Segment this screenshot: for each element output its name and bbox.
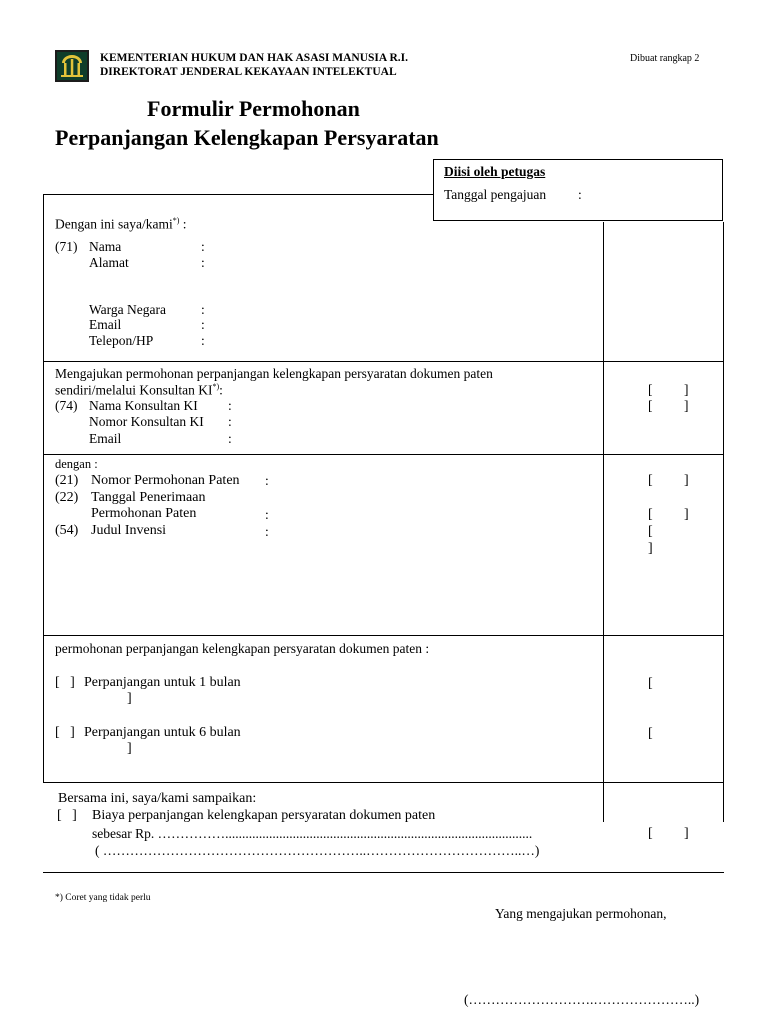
consultant-name-label: Nama Konsultan KI bbox=[89, 398, 198, 413]
consultant-number-colon: : bbox=[228, 414, 232, 429]
applicant-phone-label: Telepon/HP bbox=[89, 333, 154, 348]
consultant-intro-line1: Mengajukan permohonan perpanjangan kelengkapan persyaratan dokumen paten bbox=[55, 366, 493, 381]
check-bracket-open: [ bbox=[648, 398, 653, 413]
applicant-address-colon: : bbox=[201, 255, 205, 270]
extension-1-month-label: Perpanjangan untuk 1 bulan bbox=[84, 675, 241, 690]
consultant-email-label: Email bbox=[89, 431, 122, 446]
extension-intro: permohonan perpanjangan kelengkapan persyaratan dokumen paten : bbox=[55, 641, 430, 656]
table-left-border bbox=[43, 194, 44, 782]
signature-line: (……………………….…………………..) bbox=[464, 992, 700, 1007]
patent-intro: dengan : bbox=[55, 457, 98, 471]
patent-code-21: (21) bbox=[55, 473, 79, 488]
check-bracket-open: [ bbox=[648, 382, 653, 397]
consultant-number-label: Nomor Konsultan KI bbox=[89, 414, 204, 429]
applicant-address-label: Alamat bbox=[89, 255, 129, 270]
submission-date-label: Tanggal pengajuan bbox=[444, 187, 547, 202]
applicant-nationality-colon: : bbox=[201, 302, 205, 317]
patent-receipt-date-label-2: Permohonan Paten bbox=[91, 506, 197, 521]
patent-title-label: Judul Invensi bbox=[91, 523, 167, 538]
check-bracket-close: ] bbox=[127, 741, 132, 756]
footnote: *) Coret yang tidak perlu bbox=[55, 893, 151, 903]
patent-app-number-label: Nomor Permohonan Paten bbox=[91, 473, 240, 488]
check-bracket-close: ] bbox=[684, 382, 689, 397]
check-bracket-close: ] bbox=[648, 541, 653, 556]
check-bracket-open: [ bbox=[648, 473, 653, 488]
check-bracket-close: ] bbox=[684, 507, 689, 522]
patent-code-54: (54) bbox=[55, 523, 79, 538]
patent-app-number-colon: : bbox=[265, 473, 269, 488]
extension-1-month-checkbox[interactable]: [ ] bbox=[55, 675, 75, 690]
payment-intro: Bersama ini, saya/kami sampaikan: bbox=[58, 791, 257, 806]
row-divider-4 bbox=[43, 782, 724, 783]
check-bracket-open: [ bbox=[648, 676, 653, 691]
extension-6-months-checkbox[interactable]: [ ] bbox=[55, 725, 75, 740]
applicant-email-colon: : bbox=[201, 317, 205, 332]
check-bracket-open: [ bbox=[648, 507, 653, 522]
applicant-intro: Dengan ini saya/kami*) : bbox=[55, 216, 187, 232]
check-bracket-open: [ bbox=[648, 524, 653, 539]
table-right-border bbox=[723, 222, 724, 822]
signatory-label: Yang mengajukan permohonan, bbox=[495, 906, 667, 921]
check-bracket-close: ] bbox=[684, 398, 689, 413]
submission-date-colon: : bbox=[578, 187, 582, 202]
patent-code-22: (22) bbox=[55, 490, 79, 505]
row-divider-3 bbox=[43, 635, 724, 636]
directorate-name: DIREKTORAT JENDERAL KEKAYAAN INTELEKTUAL bbox=[100, 66, 397, 78]
check-bracket-close: ] bbox=[684, 826, 689, 841]
patent-receipt-date-colon: : bbox=[265, 507, 269, 522]
applicant-name-label: Nama bbox=[89, 239, 122, 254]
form-subtitle: Perpanjangan Kelengkapan Persyaratan bbox=[55, 125, 439, 150]
applicant-phone-colon: : bbox=[201, 333, 205, 348]
ministry-name: KEMENTERIAN HUKUM DAN HAK ASASI MANUSIA R.I. bbox=[100, 52, 408, 64]
consultant-intro-line2: sendiri/melalui Konsultan KI*): bbox=[55, 382, 223, 398]
ministry-emblem-icon bbox=[55, 50, 89, 82]
applicant-nationality-label: Warga Negara bbox=[89, 302, 166, 317]
applicant-email-label: Email bbox=[89, 317, 122, 332]
table-bottom-rule bbox=[43, 872, 724, 873]
check-bracket-open: [ bbox=[648, 726, 653, 741]
consultant-code: (74) bbox=[55, 398, 78, 413]
payment-amount-in-words-line: ( …………………………………………………..……………………………..…) bbox=[95, 843, 540, 858]
check-bracket-close: ] bbox=[684, 473, 689, 488]
extension-6-months-label: Perpanjangan untuk 6 bulan bbox=[84, 725, 241, 740]
payment-amount-line: sebesar Rp. ……………........................................................................................... bbox=[92, 826, 533, 841]
consultant-name-colon: : bbox=[228, 398, 232, 413]
payment-checkbox[interactable]: [ ] bbox=[57, 808, 77, 823]
applicant-name-colon: : bbox=[201, 239, 205, 254]
consultant-email-colon: : bbox=[228, 431, 232, 446]
check-bracket-open: [ bbox=[648, 826, 653, 841]
row-divider-2 bbox=[43, 454, 724, 455]
form-title: Formulir Permohonan bbox=[147, 96, 360, 121]
table-column-divider bbox=[603, 222, 604, 822]
applicant-code: (71) bbox=[55, 239, 78, 254]
row-divider-1 bbox=[43, 361, 724, 362]
check-bracket-close: ] bbox=[127, 691, 132, 706]
copies-note: Dibuat rangkap 2 bbox=[630, 53, 700, 64]
patent-receipt-date-label: Tanggal Penerimaan bbox=[91, 490, 206, 505]
officer-box-heading: Diisi oleh petugas bbox=[444, 164, 546, 179]
table-top-rule bbox=[43, 194, 434, 195]
patent-title-colon: : bbox=[265, 524, 269, 539]
payment-fee-label: Biaya perpanjangan kelengkapan persyaratan dokumen paten bbox=[92, 808, 436, 823]
